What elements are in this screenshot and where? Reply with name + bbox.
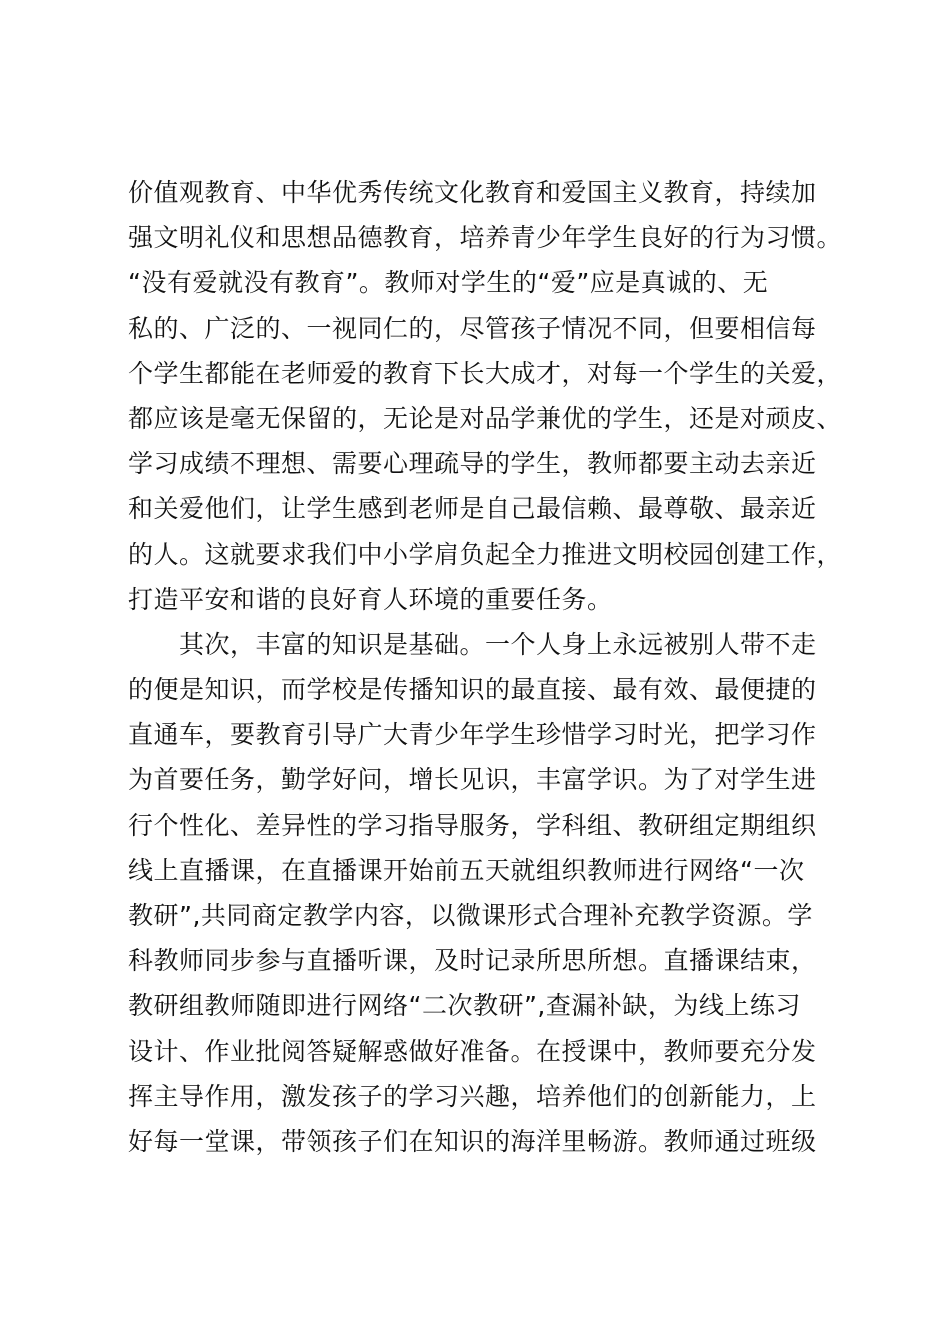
text-line: 直通车，要教育引导广大青少年学生珍惜学习时光，把学习作 bbox=[128, 720, 817, 750]
text-line: 和关爱他们，让学生感到老师是自己最信赖、最尊敬、最亲近 bbox=[128, 494, 817, 524]
text-line: 挥主导作用，激发孩子的学习兴趣，培养他们的创新能力，上 bbox=[128, 1081, 817, 1111]
body-text bbox=[128, 170, 858, 1164]
text-line: 都应该是毫无保留的，无论是对品学兼优的学生，还是对顽皮、 bbox=[128, 403, 843, 433]
text-line: 科教师同步参与直播听课，及时记录所思所想。直播课结束， bbox=[128, 946, 817, 976]
text-line: 行个性化、差异性的学习指导服务，学科组、教研组定期组织 bbox=[128, 810, 817, 840]
text-line: 强文明礼仪和思想品德教育，培养青少年学生良好的行为习惯。 bbox=[128, 223, 843, 253]
text-line: 价值观教育、中华优秀传统文化教育和爱国主义教育，持续加 bbox=[128, 178, 817, 207]
text-line: 的人。这就要求我们中小学肩负起全力推进文明校园创建工作， bbox=[128, 539, 843, 569]
text-line: 个学生都能在老师爱的教育下长大成才，对每一个学生的关爱， bbox=[128, 358, 843, 388]
text-line: “没有爱就没有教育”。教师对学生的“爱”应是真诚的、无 bbox=[128, 268, 769, 298]
text-line: 的便是知识，而学校是传播知识的最直接、最有效、最便捷的 bbox=[128, 675, 817, 705]
text-line: 设计、作业批阅答疑解惑做好准备。在授课中，教师要充分发 bbox=[128, 1036, 817, 1066]
text-line: 私的、广泛的、一视同仁的，尽管孩子情况不同，但要相信每 bbox=[128, 313, 817, 343]
text-line: 学习成绩不理想、需要心理疏导的学生，教师都要主动去亲近 bbox=[128, 449, 817, 479]
text-line: 打造平安和谐的良好育人环境的重要任务。 bbox=[128, 584, 613, 614]
text-line: 为首要任务，勤学好问，增长见识，丰富学识。为了对学生进 bbox=[128, 765, 817, 795]
text-line: 其次，丰富的知识是基础。一个人身上永远被别人带不走 bbox=[128, 629, 817, 659]
text-line: 教研组教师随即进行网络“二次教研”,查漏补缺，为线上练习 bbox=[128, 991, 801, 1021]
text-line: 好每一堂课，带领孩子们在知识的海洋里畅游。教师通过班级 bbox=[128, 1126, 817, 1156]
text-line: 教研”,共同商定教学内容，以微课形式合理补充教学资源。学 bbox=[128, 901, 813, 930]
text-line: 线上直播课，在直播课开始前五天就组织教师进行网络“一次 bbox=[128, 855, 805, 885]
